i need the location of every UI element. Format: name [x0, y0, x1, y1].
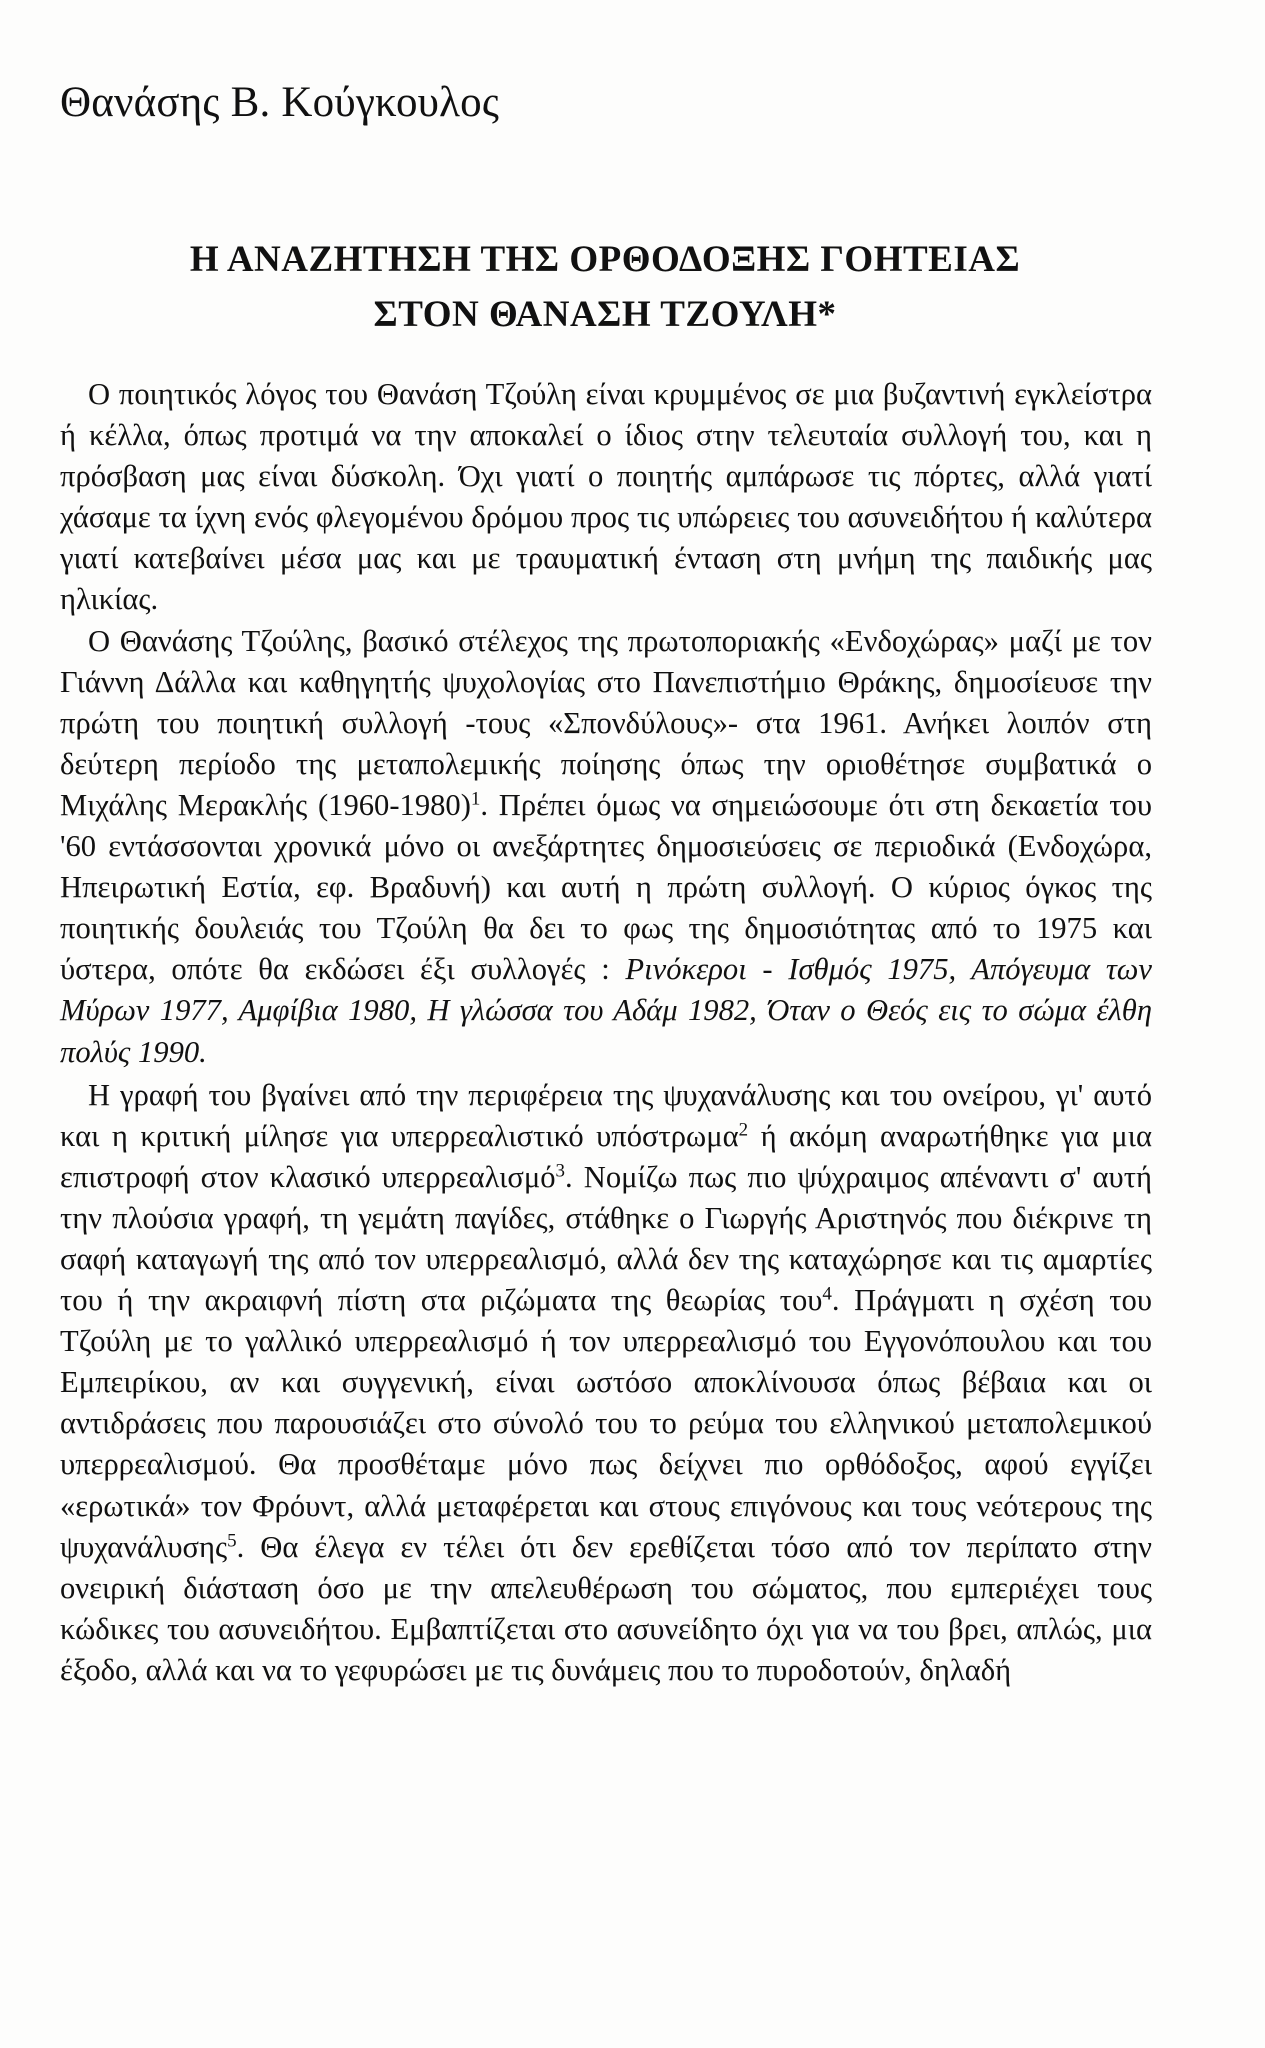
- footnote-ref-3: 3: [555, 1160, 566, 1182]
- article-body: [60, 374, 1152, 1691]
- footnote-ref-2: 2: [738, 1119, 749, 1141]
- paragraph-3-text-b: ή ακόμη αναρωτήθηκε για μια επιστροφή στον κλασικό υπερρεαλισμό: [60, 1118, 1152, 1194]
- article-title: [60, 232, 1150, 342]
- paragraph-1-text: Ο ποιητικός λόγος του Θανάση Τζούλη είναι κρυμμένος σε μια βυζαντινή εγκλείστρα ή κέλλα, όπως προτιμά να την αποκαλεί ο ίδιος στην τελευταία συλλογή του, και η πρόσβαση μας είναι δύσκολη. Όχι γιατί ο ποιητής αμπάρωσε τις πόρτες, αλλά γιατί χάσαμε τα ίχνη ενός φλεγομένου δρόμου προς τις υπώρειες του ασυνειδήτου ή καλύτερα γιατί κατεβαίνει μέσα μας και με τραυματική ένταση στη μνήμη της παιδικής μας ηλικίας.: [60, 377, 1152, 617]
- paragraph-3-text-a: Η γραφή του βγαίνει από την περιφέρεια της ψυχανάλυσης και του ονείρου, γι' αυτό και η κριτική μίλησε για υπερρεαλιστικό υπόστρωμα: [60, 1077, 1152, 1153]
- paragraph-3: [60, 1075, 1152, 1691]
- author-name: Θανάσης Β. Κούγκουλος: [60, 79, 500, 126]
- footnote-ref-5: 5: [227, 1530, 237, 1552]
- title-line-2: ΣΤΟΝ ΘΑΝΑΣΗ ΤΖΟΥΛΗ*: [373, 294, 837, 335]
- collections-list: Ρινόκεροι - Ισθμός 1975, Απόγευμα των Μύρων 1977, Αμφίβια 1980, Η γλώσσα του Αδάμ 1982, Όταν ο Θεός εις το σώμα έλθη πολύς 1990.: [60, 952, 1152, 1069]
- paragraph-3-text-d: . Πράγματι η σχέση του Τζούλη με το γαλλικό υπερρεαλισμό ή τον υπερρεαλισμό του Εγγονόπουλου και του Εμπειρίκου, αν και συγγενική, είναι ωστόσο αποκλίνουσα όπως βέβαια και οι αντιδράσεις που παρουσιάζει στο σύνολό του το ρεύμα του ελληνικού μεταπολεμικού υπερρεαλισμού. Θα προσθέταμε μόνο πως δείχνει πιο ορθόδοξος, αφού εγγίζει «ερωτικά» τον Φρόυντ, αλλά μεταφέρεται και στους επιγόνους και τους νεότερους της ψυχανάλυσης: [60, 1283, 1152, 1564]
- paragraph-3-text-e: . Θα έλεγα εν τέλει ότι δεν ερεθίζεται τόσο από τον περίπατο στην ονειρική διάσταση όσο με την απελευθέρωση του σώματος, που εμπεριέχει τους κώδικες του ασυνειδήτου. Εμβαπτίζεται στο ασυνείδητο όχι για να του βρει, απλώς, μια έξοδο, αλλά και να το γεφυρώσει με τις δυνάμεις που το πυροδοτούν, δηλαδή: [60, 1529, 1152, 1687]
- footnote-ref-4: 4: [822, 1283, 832, 1305]
- title-line-1: Η ΑΝΑΖΗΤΗΣΗ ΤΗΣ ΟΡΘΟΔΟΞΗΣ ΓΟΗΤΕΙΑΣ: [189, 239, 1021, 280]
- footnote-ref-1: 1: [470, 788, 481, 810]
- paragraph-2: [60, 621, 1152, 1073]
- paragraph-1: [60, 374, 1152, 621]
- paragraph-2-text-a: Ο Θανάσης Τζούλης, βασικό στέλεχος της πρωτοποριακής «Ενδοχώρας» μαζί με τον Γιάννη Δάλλα και καθηγητής ψυχολογίας στο Πανεπιστήμιο Θράκης, δημοσίευσε την πρώτη του ποιητική συλλογή -τους «Σπονδύλους»- στα 1961. Ανήκει λοιπόν στη δεύτερη περίοδο της μεταπολεμικής ποίησης όπως την οριοθέτησε συμβατικά ο Μιχάλης Μερακλής (1960-1980): [60, 623, 1152, 822]
- paragraph-3-text-c: . Νομίζω πως πιο ψύχραιμος απέναντι σ' αυτή την πλούσια γραφή, τη γεμάτη παγίδες, στάθηκε ο Γιωργής Αριστηνός που διέκρινε τη σαφή καταγωγή της από τον υπερρεαλισμό, αλλά δεν της καταχώρησε και τις αμαρτίες του ή την ακραιφνή πίστη στα ριζώματα της θεωρίας του: [60, 1159, 1152, 1318]
- paragraph-2-text-b: . Πρέπει όμως να σημειώσουμε ότι στη δεκαετία του '60 εντάσσονται χρονικά μόνο οι ανεξάρτητες δημοσιεύσεις σε περιοδικά (Ενδοχώρα, Ηπειρωτική Εστία, εφ. Βραδυνή) και αυτή η πρώτη συλλογή. Ο κύριος όγκος της ποιητικής δουλειάς του Τζούλη θα δει το φως της δημοσιότητας από το 1975 και ύστερα, οπότε θα εκδώσει έξι συλλογές :: [60, 787, 1152, 987]
